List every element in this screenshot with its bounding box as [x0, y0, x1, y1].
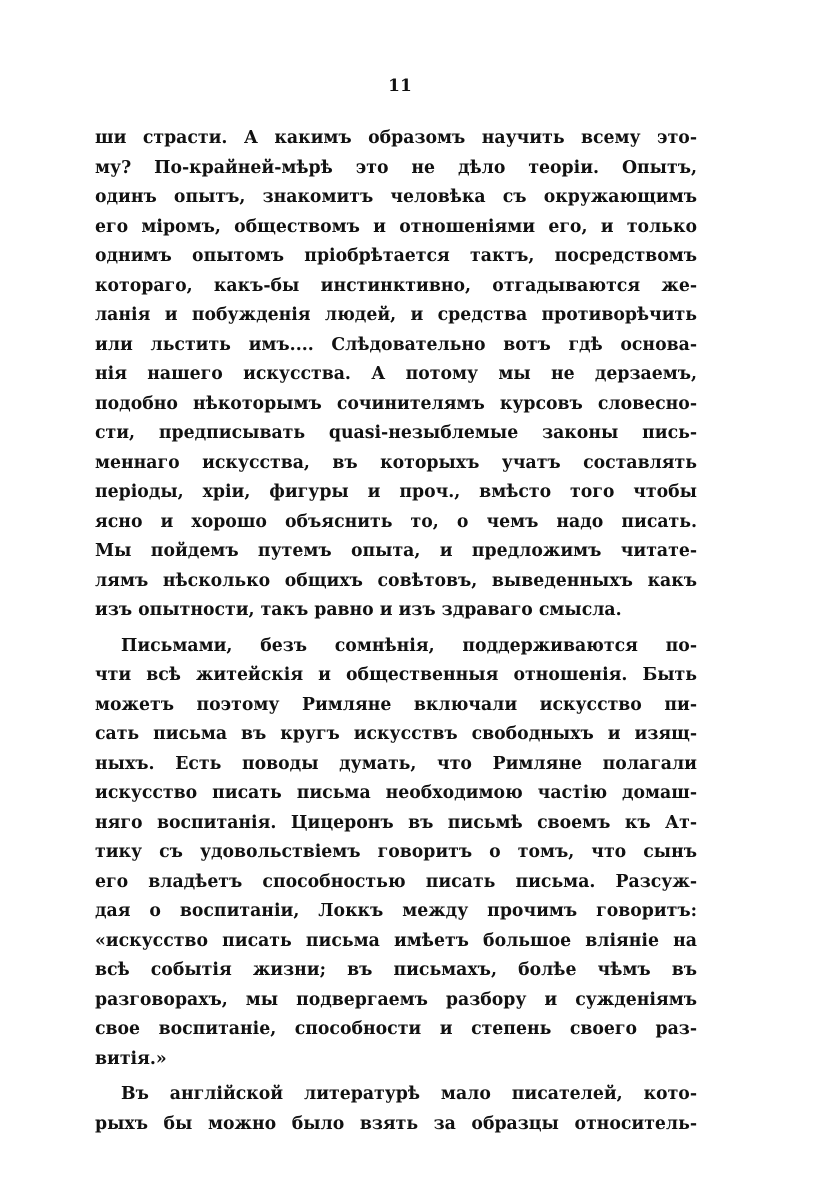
text-line: Письмами, безъ сомнѣнія, поддерживаются по-	[121, 635, 697, 656]
text-line: ясно и хорошо объяснить то, о чемъ надо писать.	[95, 511, 697, 532]
text-line: ши страсти. А какимъ образомъ научить всему это-	[95, 128, 697, 148]
text-line: свое воспитаніе, способности и степень своего раз-	[95, 1019, 697, 1039]
text-line: подобно нѣкоторымъ сочинителямъ курсовъ словесно-	[95, 393, 697, 414]
text-line: лямъ нѣсколько общихъ совѣтовъ, выведенныхъ какъ	[95, 570, 697, 591]
text-line: «искусство писать письма имѣетъ большое вліяніе на	[95, 930, 697, 951]
paragraph	[95, 632, 697, 1075]
text-line: рыхъ бы можно было взять за образцы относитель-	[95, 1113, 697, 1134]
text-line: сать письма въ кругъ искусствъ свободныхъ и изящ-	[95, 724, 697, 744]
page-number: 11	[388, 76, 412, 96]
text-line: его владѣетъ способностью писать письма. Разсуж-	[95, 871, 697, 892]
text-line: изъ опытности, такъ равно и изъ здраваго смысла.	[95, 600, 622, 620]
text-line: витія.»	[95, 1048, 167, 1069]
text-line: котораго, какъ-бы инстинктивно, отгадываются же-	[95, 275, 697, 296]
text-line: искусство писать письма необходимою частію домаш-	[95, 783, 697, 803]
text-line: всѣ событія жизни; въ письмахъ, болѣе чѣмъ въ	[95, 960, 697, 980]
text-line: разговорахъ, мы подвергаемъ разбору и сужденіямъ	[95, 989, 697, 1010]
text-line: можетъ поэтому Римляне включали искусство пи-	[95, 694, 697, 715]
text-line: нія нашего искусства. А потому мы не дерзаемъ,	[95, 364, 697, 384]
text-line: дая о воспитаніи, Локкъ между прочимъ говоритъ:	[95, 901, 697, 921]
text-line: Мы пойдемъ путемъ опыта, и предложимъ читате-	[95, 541, 697, 561]
text-line: или льстить имъ.... Слѣдовательно вотъ гдѣ основа-	[95, 334, 697, 355]
text-line: его міромъ, обществомъ и отношеніями его, и только	[95, 216, 697, 237]
text-line: періоды, хріи, фигуры и проч., вмѣсто того чтобы	[95, 482, 697, 502]
text-line: Въ англійской литературѣ мало писателей, кото-	[121, 1084, 697, 1104]
text-line: сти, предписывать quasi-незыблемые законы пись-	[95, 423, 697, 443]
text-line: чти всѣ житейскія и общественныя отношенія. Быть	[95, 665, 697, 685]
text-line: ныхъ. Есть поводы думать, что Римляне полагали	[95, 753, 697, 774]
body-text	[95, 124, 697, 1139]
paragraph	[95, 1080, 697, 1139]
text-line: одинъ опытъ, знакомитъ человѣка съ окружающимъ	[95, 187, 697, 207]
text-line: ланія и побужденія людей, и средства противорѣчить	[95, 305, 697, 325]
text-line: тику съ удовольствіемъ говоритъ о томъ, что сынъ	[95, 842, 697, 862]
text-line: меннаго искусства, въ которыхъ учатъ составлять	[95, 452, 697, 473]
text-line: няго воспитанія. Цицеронъ въ письмѣ своемъ къ Ат-	[95, 812, 697, 833]
text-line: однимъ опытомъ пріобрѣтается тактъ, посредствомъ	[95, 246, 697, 266]
text-line: му? По-крайней-мѣрѣ это не дѣло теоріи. Опытъ,	[95, 157, 697, 178]
paragraph	[95, 124, 697, 626]
